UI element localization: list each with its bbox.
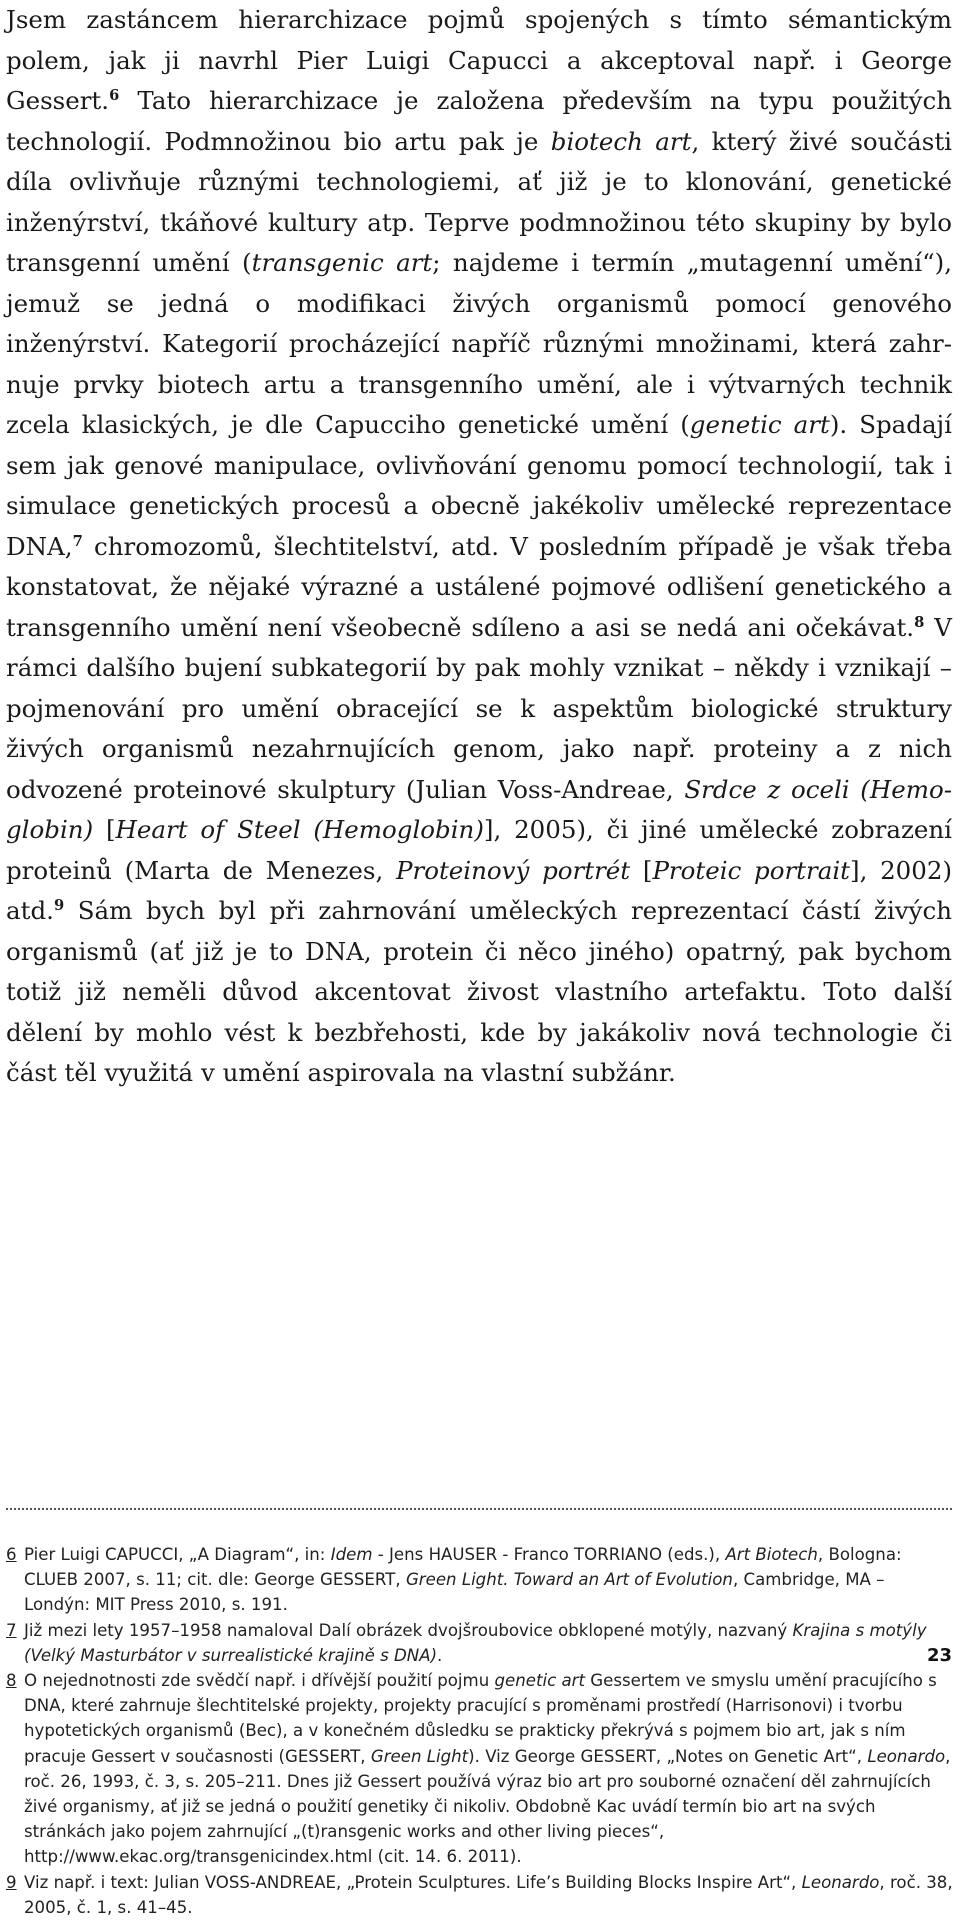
text-run: [ — [630, 855, 653, 885]
text-run: , Bologna: CLUEB 2007, s. 11; cit. dle: George GESSERT, — [24, 1545, 902, 1590]
term-biotech-art: biotech art — [550, 126, 692, 156]
text-run: Viz např. i text: Julian VOSS-ANDREAE, „Protein Sculptures. Life’s Building Blocks Inspire Art“, — [24, 1872, 802, 1892]
text-run: , Cambridge, MA – Londýn: MIT Press 2010, s. 191. — [24, 1570, 885, 1615]
text-run: Gessertem ve smyslu umění pracujícího s DNA, které zahrnuje šlechtitelské projekty, projekty pracující s proměnami prostředí (Harrisonovi) i tvorbu hypotetických organismů (Bec), a v konečném důsledku se prakticky překrývá s pojmem bio art, jak s ním pracuje Gessert v současnosti (GESSERT, — [24, 1671, 937, 1766]
text-run: Leonardo — [867, 1746, 946, 1766]
text-run: , roč. 26, 1993, č. 3, s. 205–211. Dnes již Gessert používá výraz bio art pro souborné označení děl zahrnujících živé organismy, ať již se jedná o použití genetiky či nikoliv. Obdobně Kac uvádí termín bio art na svých stránkách jako pojem zahrnující „(t)ransgenic works and other living pieces“, http://www.ekac.org/transgenicindex.html (cit. 14. 6. 2011). — [24, 1746, 951, 1867]
work-title: Proteinový portrét — [396, 855, 631, 885]
text-run: Již mezi lety 1957–1958 namaloval Dalí obrázek dvojšroubovice obklopené motýly, nazvaný — [24, 1620, 793, 1640]
page-number: 23 — [926, 1645, 952, 1666]
text-run: V rámci dalšího bujení subkategorií by pak mohly vznikat – někdy i vznikají – pojmenování pro umění obracející se k aspektům biologické struktury živých organismů nezahrnujících genom, jako např. proteiny a z nich odvozené proteinové skulptury (Julian Voss-Andreae, — [6, 612, 953, 804]
text-run: ). Viz George GESSERT, „Notes on Genetic Art“, — [468, 1746, 868, 1766]
text-run: , který živé součásti díla ovlivňuje různými technologiemi, ať již je to klonování, genetické inženýrství, tkáňové kultury atp. Teprve podmnožinou této skupiny by bylo transgenní umění ( — [6, 126, 953, 277]
footnote-number[interactable]: 6 — [6, 1545, 17, 1564]
footnote-number[interactable]: 7 — [6, 1620, 17, 1640]
text-run: Jsem zastáncem hierarchizace pojmů spojených s tímto sémantickým polem, jak ji navrhl Pier Luigi Capucci a akceptoval např. i George Gessert. — [6, 5, 952, 115]
main-paragraph — [6, 0, 952, 1094]
footnote-ref-6[interactable]: 6 — [109, 86, 120, 104]
text-run: , roč. 38, 2005, č. 1, s. 41–45. — [24, 1872, 953, 1917]
text-run: [ — [93, 815, 116, 844]
footnote-divider — [6, 1508, 952, 1510]
text-run: genetic art — [494, 1671, 585, 1691]
text-run: Leonardo — [801, 1872, 880, 1892]
text-run: - Jens HAUSER - Franco TORRIANO (eds.), — [372, 1545, 726, 1564]
footnote-8 — [6, 1668, 954, 1870]
footnote-ref-7[interactable]: 7 — [72, 532, 83, 550]
text-run: Idem — [330, 1545, 373, 1564]
text-run: Tato hierarchizace je založena především na typu použitých technologií. Podmnožinou bio artu pak je — [6, 86, 952, 156]
footnote-number[interactable]: 8 — [6, 1671, 17, 1691]
text-run: O nejednotnosti zde svědčí např. i dřívější použití pojmu — [24, 1671, 495, 1691]
text-run: Sám bych byl při zahrnování uměleckých reprezentací částí živých organismů (ať již je to DNA, protein či něco jiného) opatrný, pak bychom totiž již neměli důvod akcentovat živost vlastního artefaktu. Toto další dělení by mohlo vést k bezbřehosti, kde by jakákoliv nová technologie či část těl využitá v umění aspirovala na vlastní subžánr. — [6, 896, 952, 1087]
text-run: chromozomů, šlechtitelství, atd. V posledním případě je však třeba konstatovat, že nějaké výrazné a ustálené pojmové odlišení genetického a transgenního umění není všeobecně sdíleno a asi se nedá ani očekávat. — [6, 531, 952, 642]
term-genetic-art: genetic art — [689, 410, 830, 439]
footnote-7 — [6, 1618, 954, 1668]
text-run: Green Light. Toward an Art of Evolution — [405, 1570, 733, 1590]
text-run: ; najdeme i termín „mutagenní umění“), jemuž se jedná o modifikaci živých organismů pomocí genového inženýrství. Kategorií procházející napříč různými množinami, která zahrnuje prvky biotech artu a transgenního umění, ale i výtvarných technik zcela klasických, je dle Capucciho genetické umění ( — [6, 248, 952, 439]
work-title: Srdce z oceli (Hemoglobin) — [6, 774, 952, 844]
footnotes — [6, 1542, 954, 1920]
work-title: Proteic portrait — [652, 855, 851, 885]
text-run: Pier Luigi CAPUCCI, „A Diagram“, in: — [24, 1545, 331, 1564]
footnote-number[interactable]: 9 — [6, 1872, 17, 1892]
text-run: Krajina s motýly (Velký Masturbátor v surrealistické krajině s DNA) — [24, 1620, 927, 1665]
footnote-ref-9[interactable]: 9 — [53, 896, 65, 914]
text-run: ], 2002) atd. — [6, 855, 952, 925]
text-run: Green Light — [370, 1746, 469, 1766]
footnote-9 — [6, 1870, 954, 1920]
work-title: Heart of Steel (Hemoglobin) — [115, 815, 484, 844]
footnote-ref-8[interactable]: 8 — [914, 613, 925, 631]
text-run: . — [437, 1645, 443, 1665]
text-run: ). Spadají sem jak genové manipulace, ovlivňování genomu pomocí technologií, tak i simulace genetických procesů a obecně jakékoliv umělecké reprezentace DNA, — [6, 410, 952, 561]
term-transgenic-art: transgenic art — [251, 248, 433, 277]
text-run: ], 2005), či jiné umělecké zobrazení proteinů (Marta de Menezes, — [6, 815, 952, 885]
footnote-6 — [6, 1542, 954, 1618]
text-run: Art Biotech — [725, 1545, 818, 1564]
